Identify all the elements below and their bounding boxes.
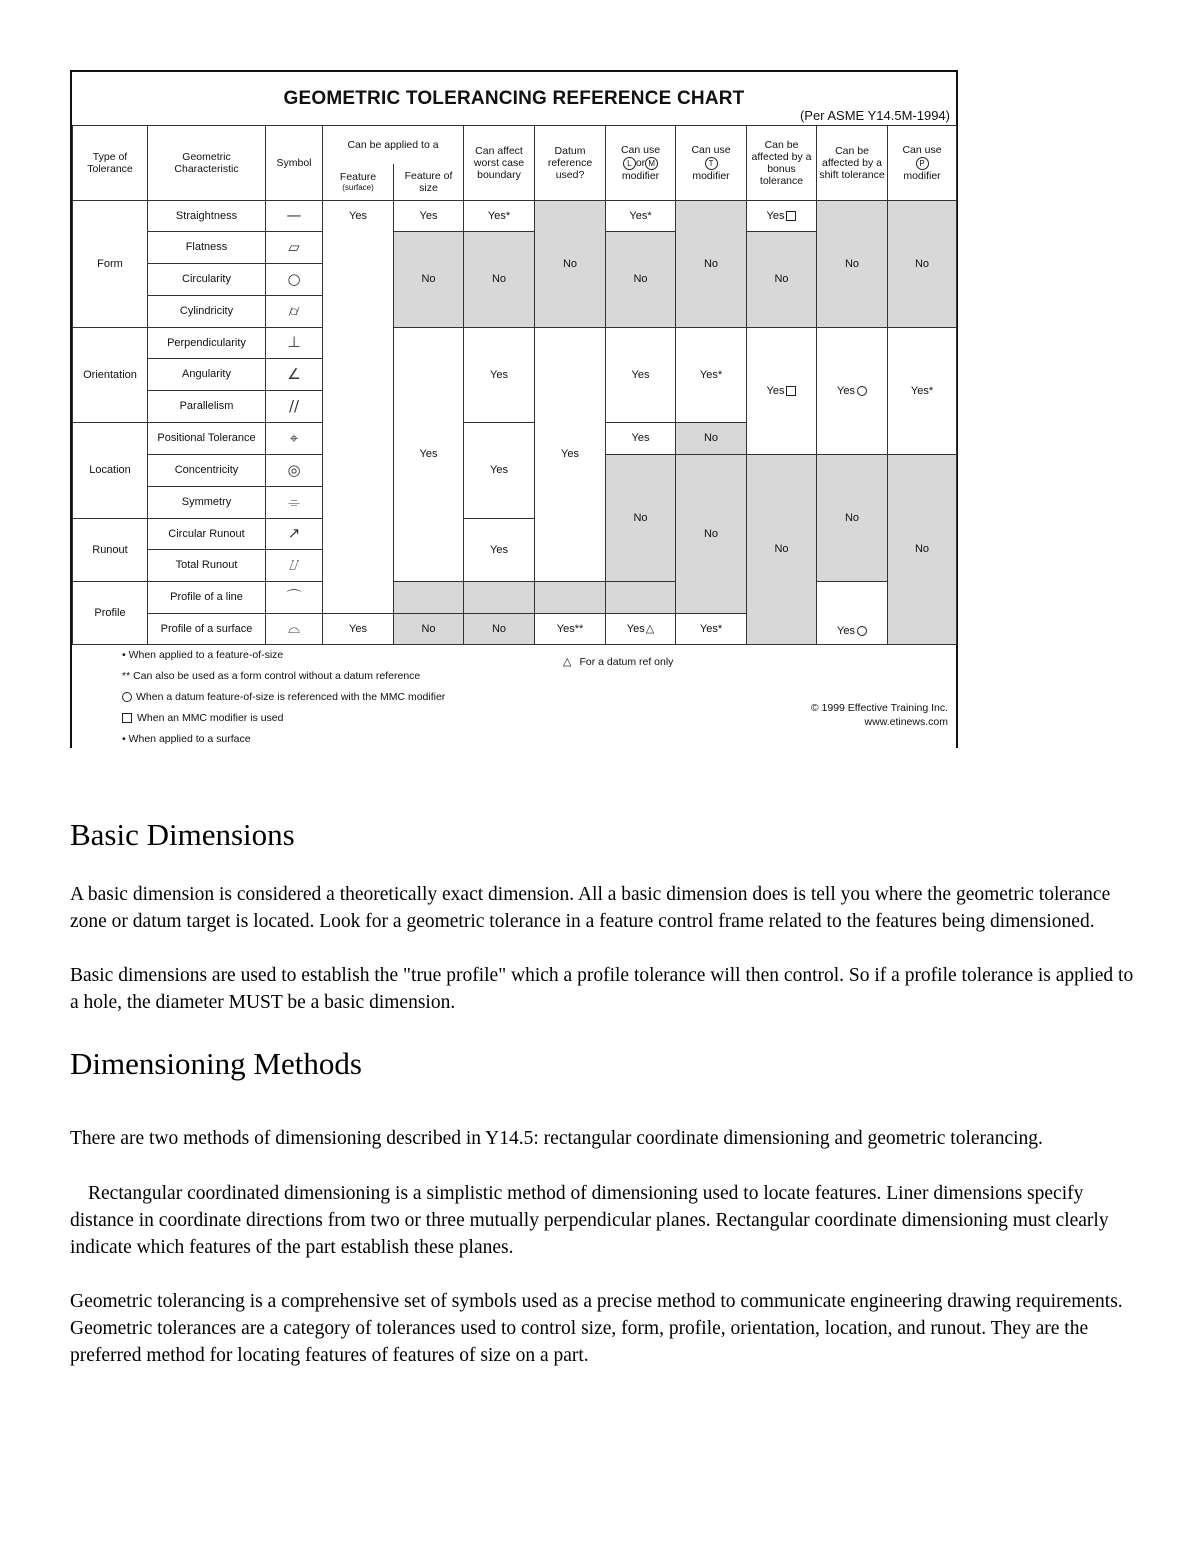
cell-psurface-feature: Yes xyxy=(323,614,394,645)
cell-feature-blank xyxy=(323,232,394,614)
dimensioning-methods-paragraph: Geometric tolerancing is a comprehensive set of symbols used as a precise method to communicate engineering drawing requirements. Geometric tolerances are a category of tolerances used to control size, form, profile, orientation, location, and runout. They are the preferred method for locating features of features of size on a part. xyxy=(70,1291,1123,1366)
header-p-modifier xyxy=(888,126,957,201)
cell-form-worst: No xyxy=(464,232,535,328)
legend-item: ** Can also be used as a form control without a datum reference xyxy=(122,670,421,682)
mmc-box-icon xyxy=(122,713,132,723)
datum-triangle-icon: △ xyxy=(563,656,572,668)
cell-form-size: No xyxy=(394,232,464,328)
cell-form-lm: No xyxy=(606,232,676,328)
cell-runout-p: No xyxy=(888,455,957,645)
flatness-icon: ▱ xyxy=(266,232,323,264)
header-bonus: Can be affected by a bonus tolerance xyxy=(747,126,817,201)
mmc-box-icon xyxy=(786,211,796,221)
legend-item: • When applied to a surface xyxy=(122,733,251,745)
circularity-icon: ○ xyxy=(266,264,323,296)
website: www.etinews.com xyxy=(864,716,948,728)
cell-psurface-worst: No xyxy=(464,614,535,645)
cell-form-datum: No xyxy=(535,201,606,328)
header-surface: (surface) xyxy=(342,183,374,193)
m-modifier-icon: M xyxy=(645,157,658,170)
char-perpendicularity: Perpendicularity xyxy=(148,328,266,359)
header-lm-or: or xyxy=(635,156,646,169)
datum-mmc-ring-icon xyxy=(122,692,132,702)
chart-table xyxy=(72,125,957,645)
char-cylindricity: Cylindricity xyxy=(148,296,266,328)
header-applied: Can be applied to a xyxy=(323,126,464,164)
legend-item: When an MMC modifier is used xyxy=(122,712,283,724)
header-p-mod: modifier xyxy=(903,169,941,182)
header-p-can: Can use xyxy=(902,144,942,157)
char-profile-line: Profile of a line xyxy=(148,582,266,614)
type-runout: Runout xyxy=(73,519,148,582)
char-circular-runout: Circular Runout xyxy=(148,519,266,550)
type-form: Form xyxy=(73,201,148,328)
dimensioning-methods-paragraph: Rectangular coordinated dimensioning is a simplistic method of dimensioning used to locate features. Liner dimensions specify distance in coordinate directions from two or three mutually perpendicular planes. Rectangular coordinate dimensioning must clearly indicate which features of the part establish these planes. xyxy=(70,1183,1109,1258)
straightness-icon: — xyxy=(266,201,323,232)
header-datum: Datum reference used? xyxy=(535,126,606,201)
char-straightness: Straightness xyxy=(148,201,266,232)
datum-triangle-icon: △ xyxy=(645,622,655,635)
profile-line-icon: ⌒ xyxy=(266,582,323,614)
concentricity-icon: ◎ xyxy=(266,455,323,487)
char-total-runout: Total Runout xyxy=(148,550,266,582)
symmetry-icon: ⌯ xyxy=(266,487,323,519)
perpendicularity-icon: ⊥ xyxy=(266,328,323,359)
header-shift: Can be affected by a shift tolerance xyxy=(817,126,888,201)
char-position: Positional Tolerance xyxy=(148,423,266,455)
char-profile-surface: Profile of a surface xyxy=(148,614,266,645)
cell-runout-lm: No xyxy=(606,455,676,582)
datum-mmc-ring-icon xyxy=(857,626,867,636)
cell-straightness-bonus: Yes xyxy=(747,201,817,232)
legend-item: When a datum feature-of-size is referenced with the MMC modifier xyxy=(122,691,445,703)
l-modifier-icon: L xyxy=(623,157,636,170)
cell-pline-size xyxy=(394,582,464,614)
char-concentricity: Concentricity xyxy=(148,455,266,487)
chart-subtitle: (Per ASME Y14.5M-1994) xyxy=(799,108,950,123)
type-orientation: Orientation xyxy=(73,328,148,423)
cell-datum-yes: Yes xyxy=(535,328,606,582)
header-type: Type of Tolerance xyxy=(73,126,148,201)
cell-shift-yes: Yes xyxy=(817,328,888,455)
cell-form-shift: No xyxy=(817,201,888,328)
type-location: Location xyxy=(73,423,148,519)
type-profile: Profile xyxy=(73,582,148,645)
cell-runout-t: No xyxy=(676,455,747,614)
mmc-box-icon xyxy=(786,386,796,396)
datum-mmc-ring-icon xyxy=(857,386,867,396)
t-modifier-icon: T xyxy=(705,157,718,170)
header-worst-case: Can affect worst case boundary xyxy=(464,126,535,201)
dimensioning-methods-heading: Dimensioning Methods xyxy=(70,1046,362,1081)
parallelism-icon: // xyxy=(266,391,323,423)
legend-item: • When applied to a feature-of-size xyxy=(122,649,284,661)
header-lm-modifier xyxy=(606,126,676,201)
basic-dimensions-heading: Basic Dimensions xyxy=(70,817,295,852)
cylindricity-icon: ⌭ xyxy=(266,296,323,328)
legend-item: △ For a datum ref only xyxy=(563,656,674,668)
cell-size-yes: Yes xyxy=(394,328,464,582)
cell-psurface-size: No xyxy=(394,614,464,645)
char-circularity: Circularity xyxy=(148,264,266,296)
cell-position-lm: Yes xyxy=(606,423,676,455)
p-modifier-icon: P xyxy=(916,157,929,170)
cell-psurface-t: Yes* xyxy=(676,614,747,645)
cell-bonus-yes: Yes xyxy=(747,328,817,455)
cell-psurface-datum: Yes** xyxy=(535,614,606,645)
angularity-icon: ∠ xyxy=(266,359,323,391)
char-flatness: Flatness xyxy=(148,232,266,264)
position-icon: ⌖ xyxy=(266,423,323,455)
header-t-mod: modifier xyxy=(692,169,730,182)
header-t-can: Can use xyxy=(691,144,731,157)
cell-pline-lm xyxy=(606,582,676,614)
cell-p-yes: Yes* xyxy=(888,328,957,455)
profile-surface-icon: ⌓ xyxy=(266,614,323,645)
cell-orientation-t: Yes* xyxy=(676,328,747,423)
copyright: © 1999 Effective Training Inc. xyxy=(810,702,948,714)
cell-straightness-feature: Yes xyxy=(323,201,394,232)
header-feature-label: Feature xyxy=(339,171,377,184)
char-parallelism: Parallelism xyxy=(148,391,266,423)
header-lm-can: Can use xyxy=(620,144,661,157)
cell-psurface-lm: Yes△ xyxy=(606,614,676,645)
cell-form-t: No xyxy=(676,201,747,328)
cell-pline-datum xyxy=(535,582,606,614)
cell-straightness-worst: Yes* xyxy=(464,201,535,232)
header-symbol: Symbol xyxy=(266,126,323,201)
basic-dimensions-paragraph: Basic dimensions are used to establish the "true profile" which a profile tolerance will then control. So if a profile tolerance is applied to a hole, the diameter MUST be a basic dimension. xyxy=(70,965,1134,1013)
circular-runout-icon: ↗ xyxy=(266,519,323,550)
cell-pline-worst xyxy=(464,582,535,614)
cell-orientation-lm: Yes xyxy=(606,328,676,423)
header-t-modifier xyxy=(676,126,747,201)
char-symmetry: Symmetry xyxy=(148,487,266,519)
cell-form-p: No xyxy=(888,201,957,328)
cell-form-bonus: No xyxy=(747,232,817,328)
cell-position-t: No xyxy=(676,423,747,455)
cell-runout-bonus: No xyxy=(747,455,817,645)
dimensioning-methods-paragraph: There are two methods of dimensioning described in Y14.5: rectangular coordinate dimensioning and geometric tolerancing. xyxy=(70,1128,1043,1149)
basic-dimensions-paragraph: A basic dimension is considered a theoretically exact dimension. All a basic dimension does is tell you where the geometric tolerance zone or datum target is located. Look for a geometric tolerance in a feature control frame related to the features being dimensioned. xyxy=(70,884,1111,932)
header-lm-mod: modifier xyxy=(621,169,660,182)
cell-location-worst: Yes xyxy=(464,423,535,519)
cell-straightness-size: Yes xyxy=(394,201,464,232)
cell-straightness-lm: Yes* xyxy=(606,201,676,232)
total-runout-icon: ⌰ xyxy=(266,550,323,582)
chart-title: GEOMETRIC TOLERANCING REFERENCE CHART xyxy=(283,88,745,109)
chart-legend xyxy=(72,645,956,750)
cell-runout-shift: No xyxy=(817,455,888,582)
cell-runout-worst: Yes xyxy=(464,519,535,582)
cell-profile-shift: Yes xyxy=(817,582,888,645)
header-feature xyxy=(323,164,394,201)
tolerancing-reference-chart xyxy=(70,70,958,748)
cell-orientation-worst: Yes xyxy=(464,328,535,423)
char-angularity: Angularity xyxy=(148,359,266,391)
header-characteristic: Geometric Characteristic xyxy=(148,126,266,201)
header-feature-size: Feature of size xyxy=(394,164,464,201)
